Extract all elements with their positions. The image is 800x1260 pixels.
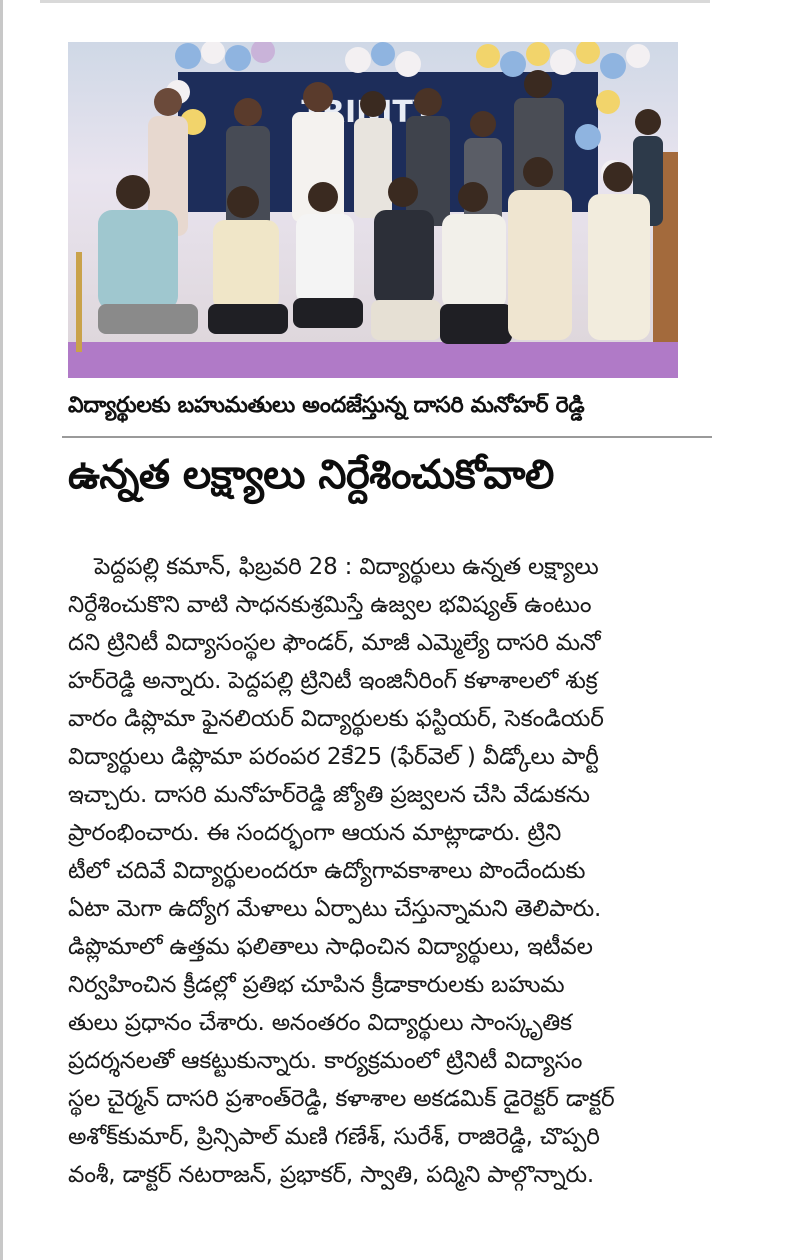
body-line: ప్రదర్శనలతో ఆకట్టుకున్నారు. కార్యక్రమంలో ట్రినిటీ విద్యాసం bbox=[68, 1048, 583, 1074]
carpet bbox=[68, 342, 678, 378]
body-line: ఇచ్చారు. దాసరి మనోహర్‌రెడ్డి జ్యోతి ప్రజ్వలన చేసి వేడుకను bbox=[68, 782, 590, 808]
body-line: అశోక్‌కుమార్, ప్రిన్సిపాల్ మణి గణేశ్, సురేశ్, రాజిరెడ్డి, చొప్పరి bbox=[68, 1124, 600, 1150]
photo-caption: విద్యార్థులకు బహుమతులు అందజేస్తున్న దాసరి మనోహర్ రెడ్డి bbox=[68, 393, 585, 418]
body-line: తులు ప్రధానం చేశారు. అనంతరం విద్యార్థులు సాంస్కృతిక bbox=[68, 1010, 572, 1036]
body-line: ఏటా మెగా ఉద్యోగ మేళాలు ఏర్పాటు చేస్తున్నామని తెలిపారు. bbox=[68, 896, 602, 922]
body-line: హర్‌రెడ్డి అన్నారు. పెద్దపల్లి ట్రినిటీ ఇంజినీరింగ్ కళాశాలలో శుక్ర bbox=[68, 668, 598, 694]
body-line: వంశీ, డాక్టర్ నటరాజన్, ప్రభాకర్, స్వాతి, పద్మిని పాల్గొన్నారు. bbox=[68, 1162, 594, 1188]
body-line: డిప్లొమాలో ఉత్తమ ఫలితాలు సాధించిన విద్యార్థులు, ఇటీవల bbox=[68, 934, 593, 960]
body-line: ప్రారంభించారు. ఈ సందర్భంగా ఆయన మాట్లాడారు. ట్రిని bbox=[68, 820, 562, 846]
body-line: దని ట్రినిటీ విద్యాసంస్థల ఫౌండర్, మాజీ ఎమ్మెల్యే దాసరి మనో bbox=[68, 630, 601, 656]
body-line: స్థల చైర్మన్ దాసరి ప్రశాంత్‌రెడ్డి, కళాశాల అకడమిక్ డైరెక్టర్ డాక్టర్ bbox=[68, 1086, 615, 1112]
body-line: నిర్వహించిన క్రీడల్లో ప్రతిభ చూపిన క్రీడాకారులకు బహుమ bbox=[68, 972, 565, 998]
body-line: టీలో చదివే విద్యార్థులందరూ ఉద్యోగావకాశాలు పొందేందుకు bbox=[68, 858, 586, 884]
lamp bbox=[76, 252, 82, 352]
body-line: విద్యార్థులు డిప్లొమా పరంపర 2కే25 (ఫేర్‌వెల్ ) వీడ్కోలు పార్టీ bbox=[68, 744, 599, 770]
caption-divider bbox=[62, 436, 712, 438]
page-left-edge bbox=[0, 0, 3, 1260]
top-rule bbox=[40, 0, 710, 3]
event-photo-illustration bbox=[68, 42, 678, 378]
body-line: నిర్దేశించుకొని వాటి సాధనకుశ్రమిస్తే ఉజ్వల భవిష్యత్ ఉంటుం bbox=[68, 592, 592, 618]
body-line: పెద్దపల్లి కమాన్, ఫిబ్రవరి 28 : విద్యార్థులు ఉన్నత లక్ష్యాలు bbox=[94, 554, 599, 580]
body-line: వారం డిప్లొమా ఫైనలియర్ విద్యార్థులకు ఫస్టియర్, సెకండియర్ bbox=[68, 706, 604, 732]
event-photo bbox=[68, 42, 678, 378]
article-headline: ఉన్నత లక్ష్యాలు నిర్దేశించుకోవాలి bbox=[68, 452, 554, 498]
article-body bbox=[68, 548, 712, 1194]
